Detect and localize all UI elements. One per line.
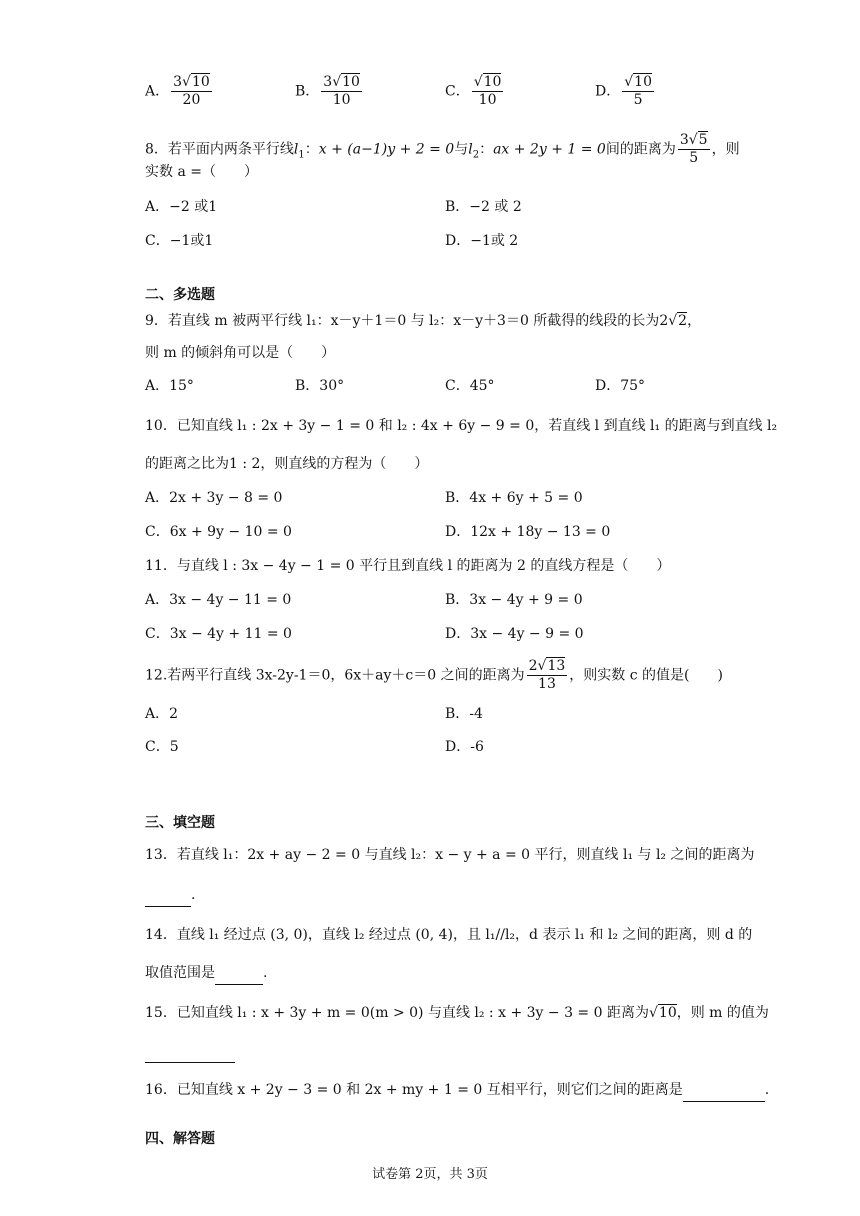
q7-option-c: C． $\frac{√10}{10}$ — [445, 74, 502, 108]
q10-option-c: C．6x + 9y − 10 = 0 — [145, 524, 292, 540]
q10-option-a: A．2x + 3y − 8 = 0 — [145, 490, 283, 506]
q7-option-d: D． $\frac{√10}{5}$ — [595, 74, 652, 108]
q9-stem-line2: 则 m 的倾斜角可以是（ ） — [145, 345, 336, 361]
q10-stem-line1: 10．已知直线 l₁ : 2x + 3y − 1 = 0 和 l₂ : 4x + 6y − 9 = 0，若直线 l 到直线 l₁ 的距离与到直线 l₂ — [145, 418, 778, 434]
q8-option-c: C．−1或1 — [145, 233, 214, 249]
q12-distance-fraction: $\frac{2√13}{13}$ — [528, 658, 566, 692]
q11-option-d: D．3x − 4y − 9 = 0 — [445, 626, 584, 642]
q8-option-d: D．−1或 2 — [445, 233, 519, 249]
q12-option-b: B．-4 — [445, 706, 483, 722]
q10-stem-line2: 的距离之比为1 : 2，则直线的方程为（ ） — [145, 456, 429, 472]
q8-option-a: A．−2 或1 — [145, 199, 218, 215]
q11-option-b: B．3x − 4y + 9 = 0 — [445, 592, 583, 608]
q12-option-d: D．-6 — [445, 739, 484, 755]
q8-option-b: B．−2 或 2 — [445, 199, 522, 215]
q9-option-a: A．15° — [145, 378, 194, 394]
q15-answer-line — [145, 1040, 235, 1063]
q10-option-d: D．12x + 18y − 13 = 0 — [445, 524, 611, 540]
page-footer: 试卷第 2页，共 3页 — [372, 1167, 488, 1182]
q9-option-b: B．30° — [295, 378, 345, 394]
q16-answer-blank[interactable] — [683, 1079, 765, 1102]
q15-stem: 15．已知直线 l₁ : x + 3y + m = 0(m > 0) 与直线 l₂ : x + 3y − 3 = 0 距离为√10，则 m 的值为 — [145, 1005, 769, 1021]
q16-stem: 16．已知直线 x + 2y − 3 = 0 和 2x + my + 1 = 0 互相平行，则它们之间的距离是 . — [145, 1079, 769, 1102]
q12-stem: 12.若两平行直线 3x-2y-1＝0，6x＋ay＋c＝0 之间的距离为 $\frac{2√13}{13}$ ，则实数 c 的值是( ) — [145, 658, 723, 692]
q11-option-a: A．3x − 4y − 11 = 0 — [145, 592, 292, 608]
q13-answer-blank[interactable] — [145, 884, 191, 907]
q15-answer-blank[interactable] — [145, 1040, 235, 1063]
q9-stem-line1: 9．若直线 m 被两平行线 l₁：x－y＋1＝0 与 l₂：x－y＋3＝0 所截得的线段的长为2√2， — [145, 313, 702, 329]
section-heading-fill-in: 三、填空题 — [145, 815, 215, 831]
q14-answer-blank[interactable] — [215, 962, 263, 985]
q8-stem-line1: 8．若平面内两条平行线$l_1$：x + (a−1)y + 2 = 0与$l_2$：ax + 2y + 1 = 0间的距离为 $\frac{3√5}{5}$ ，则 — [145, 132, 740, 166]
q7-option-a: A． $\frac{3√10}{20}$ — [145, 74, 210, 108]
q11-stem: 11．与直线 l : 3x − 4y − 1 = 0 平行且到直线 l 的距离为 2 的直线方程是（ ） — [145, 558, 671, 574]
q8-distance-fraction: $\frac{3√5}{5}$ — [679, 132, 708, 166]
q7-option-b: B． $\frac{3√10}{10}$ — [295, 74, 360, 108]
section-heading-multiple-choice: 二、多选题 — [145, 287, 215, 303]
section-heading-solutions: 四、解答题 — [145, 1131, 215, 1147]
q9-option-c: C．45° — [445, 378, 495, 394]
q14-stem-line1: 14．直线 l₁ 经过点 (3, 0)，直线 l₂ 经过点 (0, 4)，且 l₁//l₂，d 表示 l₁ 和 l₂ 之间的距离，则 d 的 — [145, 927, 753, 943]
q13-stem-line1: 13．若直线 l₁：2x + ay − 2 = 0 与直线 l₂：x − y + a = 0 平行，则直线 l₁ 与 l₂ 之间的距离为 — [145, 847, 755, 863]
q12-option-a: A．2 — [145, 706, 179, 722]
q11-option-c: C．3x − 4y + 11 = 0 — [145, 626, 292, 642]
q9-option-d: D．75° — [595, 378, 646, 394]
q8-stem-line2: 实数 a =（ ） — [145, 164, 258, 180]
q14-stem-line2: 取值范围是 . — [145, 962, 267, 985]
q13-answer-line: . — [145, 884, 195, 907]
q10-option-b: B．4x + 6y + 5 = 0 — [445, 490, 583, 506]
q7-option-a-fraction: $\frac{3√10}{20}$ — [173, 74, 210, 108]
q12-option-c: C．5 — [145, 739, 179, 755]
